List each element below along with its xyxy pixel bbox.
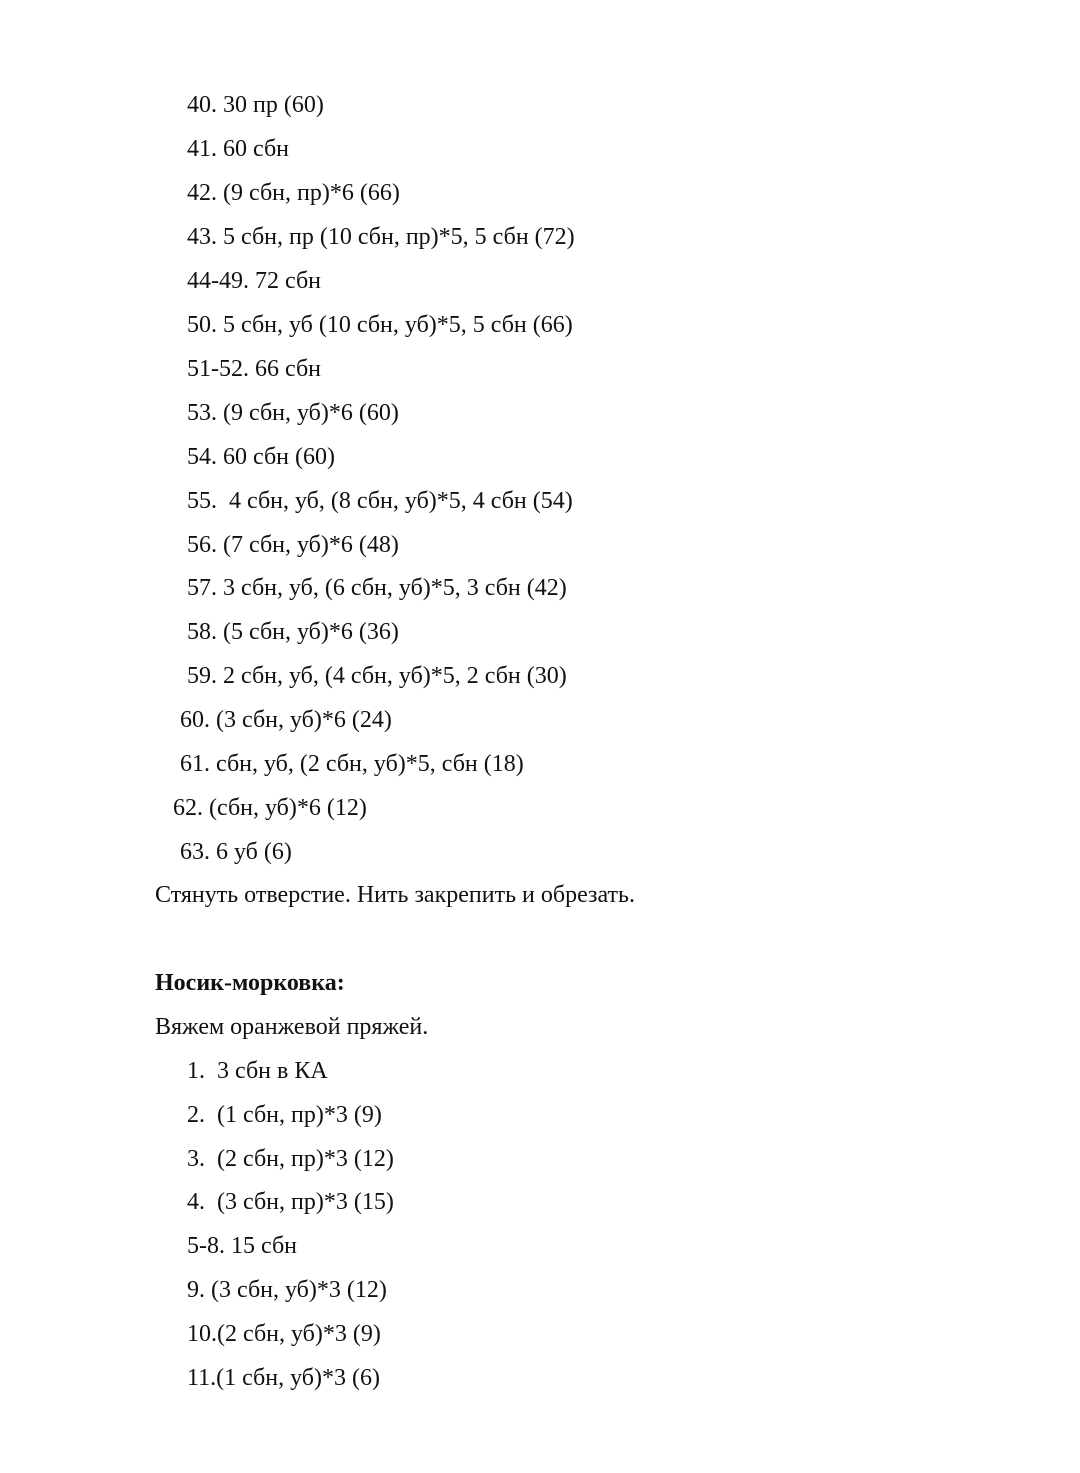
round-line: 41. 60 сбн <box>187 136 289 162</box>
round-line: 60. (3 сбн, уб)*6 (24) <box>180 707 392 733</box>
round-line: 63. 6 уб (6) <box>180 839 292 865</box>
round-line: 44-49. 72 сбн <box>187 268 321 294</box>
section-heading: Носик-морковка: <box>155 970 345 996</box>
round-line: 58. (5 сбн, уб)*6 (36) <box>187 619 399 645</box>
round-line: 9. (3 сбн, уб)*3 (12) <box>187 1277 387 1303</box>
round-line: 62. (сбн, уб)*6 (12) <box>173 795 367 821</box>
round-line: 50. 5 сбн, уб (10 сбн, уб)*5, 5 сбн (66) <box>187 312 573 338</box>
round-line: 10.(2 сбн, уб)*3 (9) <box>187 1321 381 1347</box>
round-line: 59. 2 сбн, уб, (4 сбн, уб)*5, 2 сбн (30) <box>187 663 567 689</box>
round-line: 61. сбн, уб, (2 сбн, уб)*5, сбн (18) <box>180 751 524 777</box>
round-line: 4. (3 сбн, пр)*3 (15) <box>187 1189 394 1215</box>
yarn-note: Вяжем оранжевой пряжей. <box>155 1014 429 1040</box>
round-line: 40. 30 пр (60) <box>187 92 324 118</box>
round-line: 54. 60 сбн (60) <box>187 444 335 470</box>
closing-note: Стянуть отверстие. Нить закрепить и обрезать. <box>155 882 635 908</box>
round-line: 57. 3 сбн, уб, (6 сбн, уб)*5, 3 сбн (42) <box>187 575 567 601</box>
round-line: 43. 5 сбн, пр (10 сбн, пр)*5, 5 сбн (72) <box>187 224 575 250</box>
round-line: 53. (9 сбн, уб)*6 (60) <box>187 400 399 426</box>
round-line: 42. (9 сбн, пр)*6 (66) <box>187 180 400 206</box>
round-line: 3. (2 сбн, пр)*3 (12) <box>187 1146 394 1172</box>
round-line: 51-52. 66 сбн <box>187 356 321 382</box>
round-line: 56. (7 сбн, уб)*6 (48) <box>187 532 399 558</box>
round-line: 11.(1 сбн, уб)*3 (6) <box>187 1365 380 1391</box>
round-line: 5-8. 15 сбн <box>187 1233 297 1259</box>
round-line: 1. 3 сбн в КА <box>187 1058 328 1084</box>
round-line: 55. 4 сбн, уб, (8 сбн, уб)*5, 4 сбн (54) <box>187 488 573 514</box>
round-line: 2. (1 сбн, пр)*3 (9) <box>187 1102 382 1128</box>
